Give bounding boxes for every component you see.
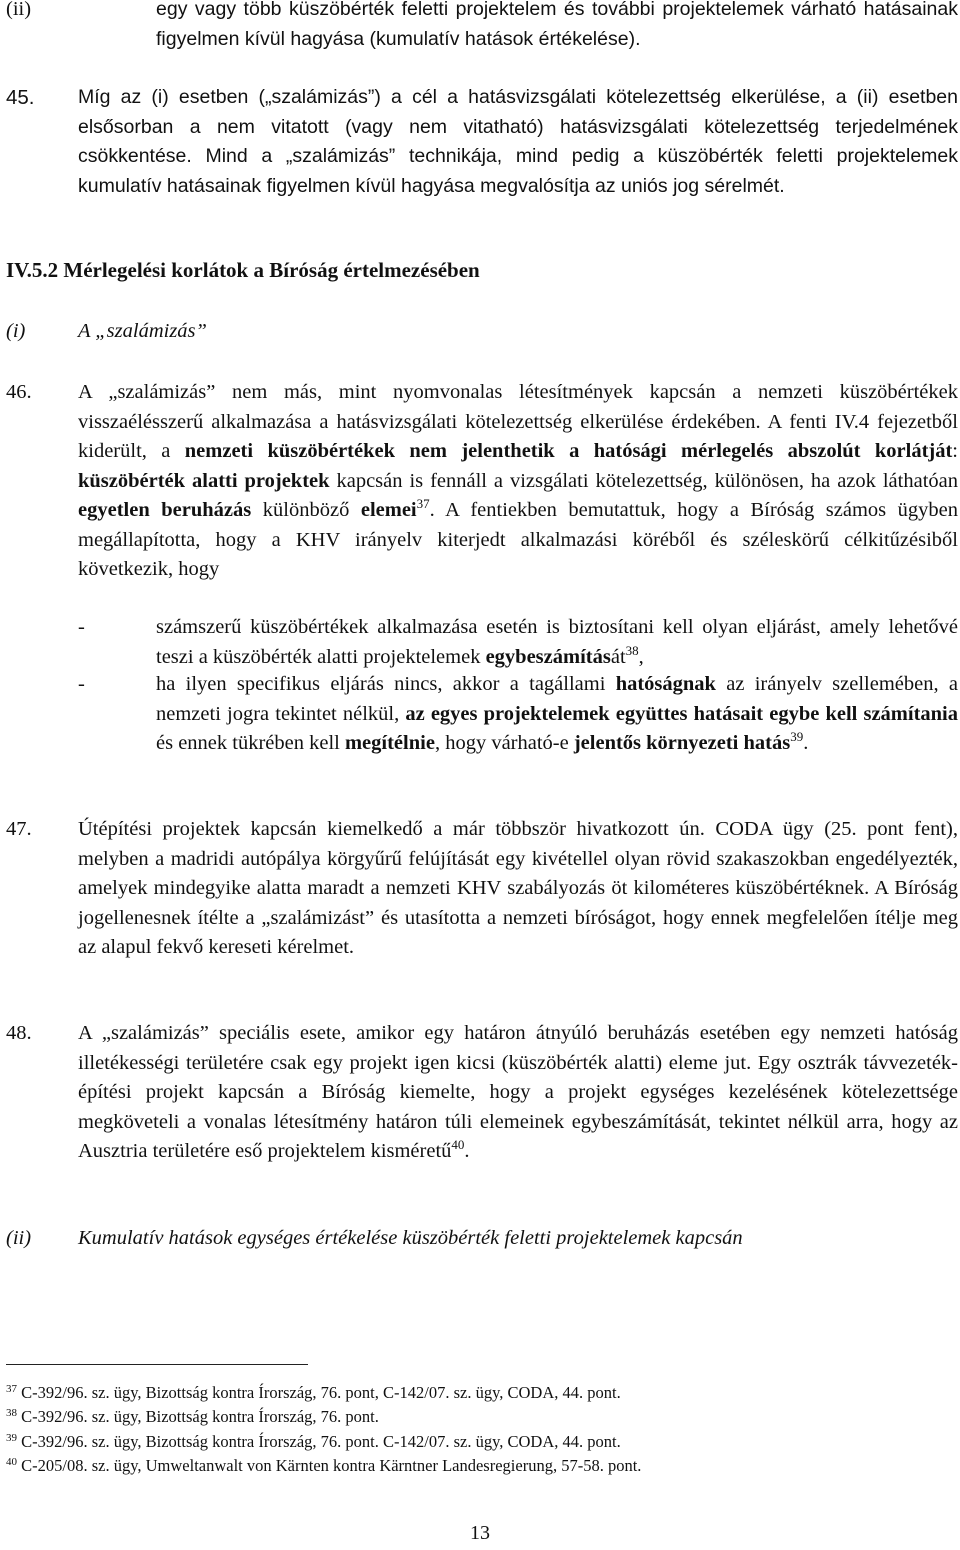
- bold-run: egyetlen beruházás: [78, 499, 252, 521]
- footnote: [6, 1455, 641, 1477]
- bold-run: megítélnie: [344, 732, 435, 754]
- bold-run: nemzeti küszöbértékek nem jelenthetik a hatósági mérlegelés abszolút korlátját: [184, 440, 953, 462]
- text-run: ha ilyen specifikus eljárás nincs, akkor a tagállami: [156, 673, 616, 695]
- text-run: .: [464, 1140, 470, 1162]
- text-run: :: [952, 440, 958, 462]
- item-label: (ii): [6, 0, 32, 20]
- text-run: számszerű küszöbértékek alkalmazása esetén is biztosítani kell olyan eljárást, amely lehetővé teszi a küszöbérték alatti projektelemek: [156, 616, 958, 668]
- bold-run: az egyes projektelemek együttes hatásait egybe kell számítania: [405, 702, 958, 725]
- footnote-ref[interactable]: 37: [416, 496, 430, 511]
- item-text: egy vagy több küszöbérték feletti projektelem és további projektelemek várható hatásainak figyelmen kívül hagyása (kumulatív hatások értékelése).: [156, 0, 958, 50]
- text-run: .: [803, 732, 809, 754]
- bold-run: hatóságnak: [615, 673, 716, 695]
- page-number: 13: [470, 1522, 490, 1544]
- bullet-dash: -: [78, 616, 85, 638]
- paragraph-45-part-b: Mind a „szalámizás” technikája, mind pedig a küszöbérték feletti projektelemek kumulatív hatásainak figyelmen kívül hagyása megvalósítja az uniós jog sérelmét.: [78, 145, 959, 197]
- bold-run: egybeszámítás: [485, 645, 611, 668]
- footnote-ref[interactable]: 39: [790, 729, 804, 744]
- text-run: A „szalámizás” speciális esete, amikor egy határon átnyúló beruházás esetében egy nemzeti hatóság illetékességi területére csak egy projekt igen kicsi (küszöbérték alatti) eleme jut. Egy osztrák távvezeték-építési projekt kapcsán a Bíróság kiemelte, hogy a projekt egységes kezelésének kötelezettsége megköveteli a vonalas létesítmény határon túli elemeinek egybeszámítását, tekintet nélkül arra, hogy az Ausztria területére eső projektelem kisméretű: [78, 1022, 958, 1162]
- text-run: . A fentiekben bemutattuk, hogy a Bíróság számos ügyben megállapította, hogy a KHV irányelv kiterjedt alkalmazási köréből és széleskörű célkitűzésiből következik, hogy: [78, 499, 959, 580]
- footnote-number: 39: [6, 1432, 17, 1444]
- paragraph-46: [78, 378, 958, 585]
- footnote-separator: [6, 1364, 308, 1365]
- paragraph-number: 45.: [6, 86, 35, 109]
- paragraph-45-part-a: Míg az (i) esetben („szalámizás”) a cél a hatásvizsgálati kötelezettség elkerülése, a (ii) esetben elsősorban a nem vitatott (vagy nem vitatható) hatásvizsgálati kötelezettség terjedelmének csökkentése.: [78, 86, 958, 167]
- footnote-text: C-205/08. sz. ügy, Umweltanwalt von Kärnten kontra Kärntner Landesregierung, 57-58. pont.: [21, 1456, 642, 1475]
- bold-run: jelentős környezeti hatás: [573, 732, 791, 754]
- footnote-number: 37: [6, 1383, 17, 1395]
- footnote-number: 40: [6, 1456, 17, 1468]
- footnote-text: C-392/96. sz. ügy, Bizottság kontra Írország, 76. pont, C-142/07. sz. ügy, CODA, 44. pont.: [21, 1383, 621, 1402]
- subsection-title: Kumulatív hatások egységes értékelése küszöbérték feletti projektelemek kapcsán: [78, 1227, 743, 1249]
- footnote-text: C-392/96. sz. ügy, Bizottság kontra Írország, 76. pont. C-142/07. sz. ügy, CODA, 44. pont.: [21, 1432, 621, 1451]
- bullet-dash: -: [78, 673, 85, 695]
- bullet-item: [156, 670, 958, 759]
- text-run: A „szalámizás” nem más, mint nyomvonalas létesítmények kapcsán a nemzeti küszöbértékek visszaélésszerű alkalmazása a hatásvizsgálati kötelezettség elkerülése érdekében. A fenti IV.4 fejezetből kiderült, a: [78, 381, 958, 462]
- paragraph-45: [78, 83, 958, 201]
- text-run: át: [610, 645, 626, 668]
- paragraph-number: 47.: [6, 818, 32, 840]
- footnote-ref[interactable]: 40: [451, 1137, 465, 1152]
- section-heading: IV.5.2 Mérlegelési korlátok a Bíróság értelmezésében: [6, 258, 480, 282]
- subsection-label: (ii): [6, 1227, 32, 1249]
- paragraph-48: [78, 1019, 958, 1167]
- footnote-ref[interactable]: 38: [625, 642, 639, 658]
- bold-run: elemei: [360, 499, 417, 521]
- footnote: [6, 1431, 621, 1453]
- footnote: [6, 1382, 621, 1404]
- bold-run: küszöbérték alatti projektek: [78, 469, 330, 492]
- text-run: ,: [638, 645, 644, 668]
- bullet-item: [156, 613, 958, 672]
- paragraph-47: Útépítési projektek kapcsán kiemelkedő a már többször hivatkozott ún. CODA ügy (25. pont fent), melyben a madridi autópálya körgyűrű felújítását egy kivétellel olyan rövid szakaszokban engedélyezték, amelyek mindegyike alatta maradt a nemzeti KHV szabályozás öt kilométeres küszöbértéknek. A Bíróság jogellenesnek ítélte a „szalámizást” és utasította a nemzeti bíróságot, hogy ennek megfelelően ítélje meg az alapul fekvő kereseti kérelmet.: [78, 818, 958, 958]
- paragraph-number: 48.: [6, 1022, 32, 1044]
- text-run: különböző: [251, 499, 361, 521]
- footnote-text: C-392/96. sz. ügy, Bizottság kontra Írország, 76. pont.: [21, 1407, 379, 1426]
- subsection-title: A „szalámizás”: [78, 320, 207, 342]
- footnote: [6, 1406, 379, 1428]
- paragraph-number: 46.: [6, 381, 32, 403]
- footnote-number: 38: [6, 1407, 17, 1419]
- text-run: , hogy várható-e: [434, 732, 574, 754]
- text-run: kapcsán is fennáll a vizsgálati kötelezettség, különösen, ha azok láthatóan: [329, 469, 958, 492]
- text-run: és ennek tükrében kell: [156, 732, 345, 754]
- subsection-label: (i): [6, 320, 26, 342]
- text-run: az irányelv szellemében, a nemzeti jogra tekintet nélkül,: [156, 673, 958, 725]
